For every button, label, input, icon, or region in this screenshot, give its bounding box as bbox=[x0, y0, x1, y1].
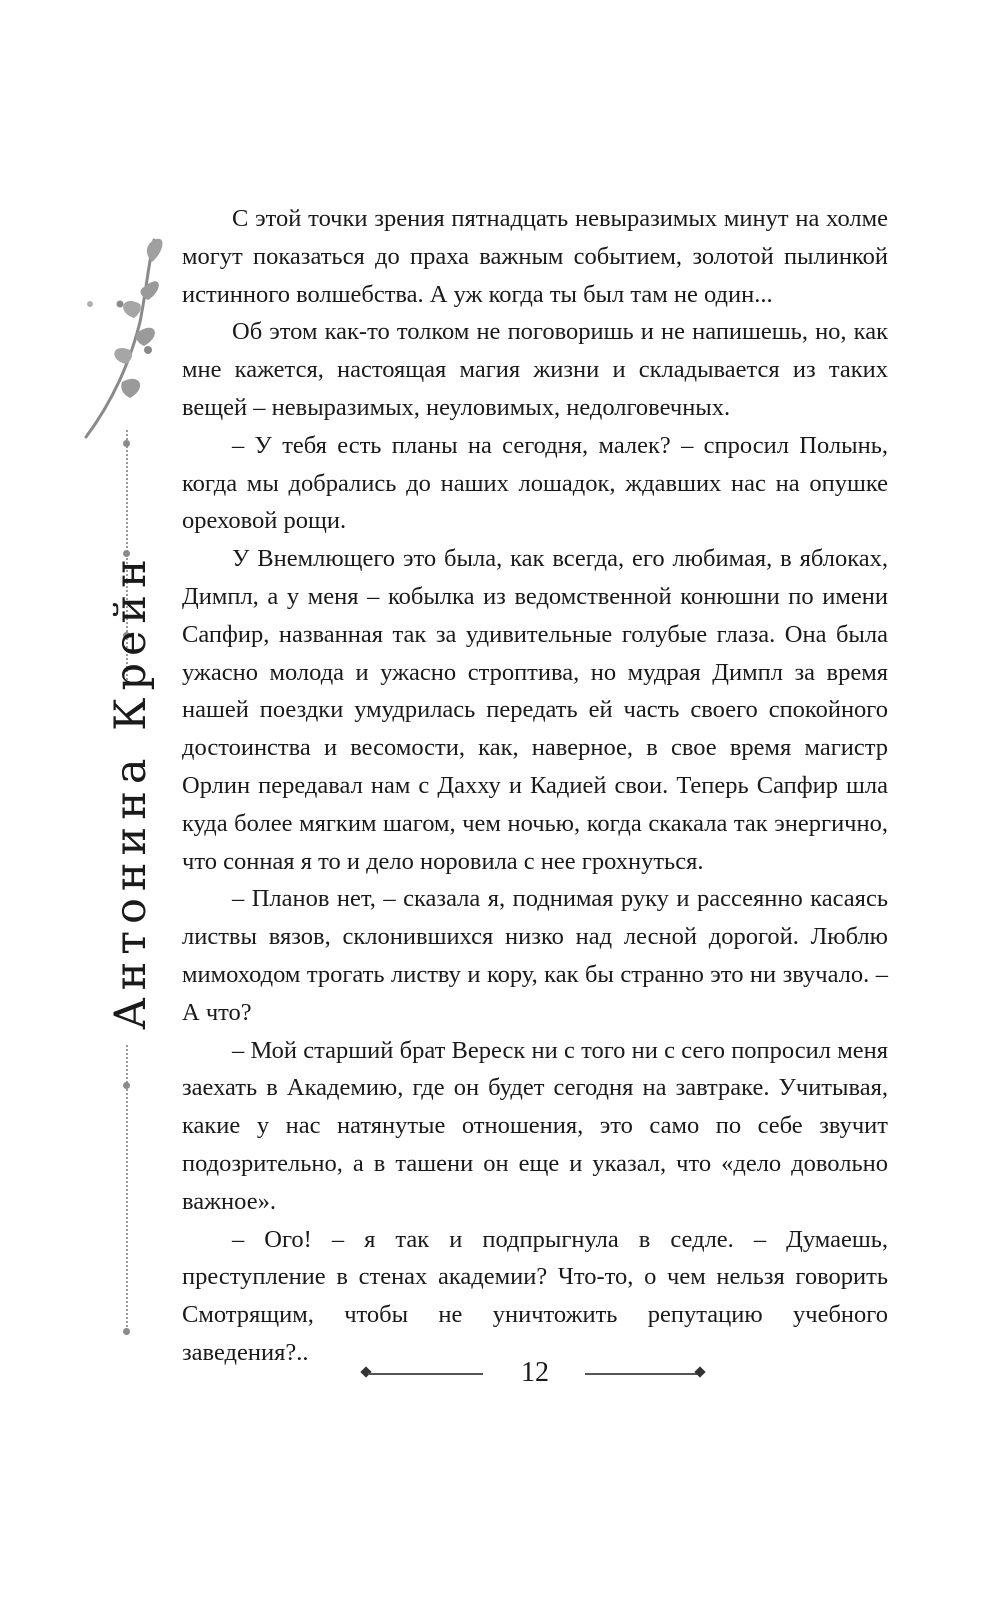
leaf-sprig-icon bbox=[82, 232, 192, 462]
page-footer bbox=[360, 1355, 710, 1395]
paragraph: Об этом как-то толком не поговоришь и не напишешь, но, как мне кажется, настоящая магия жизни и складывается из таких вещей – невыразимых, неуловимых, недолговечных. bbox=[182, 318, 888, 421]
paragraph: – Планов нет, – сказала я, поднимая руку и рассеянно касаясь листвы вязов, склонившихся низко над лесной дорогой. Люблю мимоходом трогать листву и кору, как бы странно это ни звучало. – А что? bbox=[182, 885, 888, 1026]
footer-diamond-left-icon bbox=[360, 1366, 371, 1377]
sidebar-dot bbox=[123, 1328, 130, 1335]
paragraph: С этой точки зрения пятнадцать невыразимых минут на холме могут показаться до праха важным событием, золотой пылинкой истинного волшебства. А уж когда ты был там не один... bbox=[182, 205, 888, 308]
footer-rule-right bbox=[585, 1373, 700, 1375]
footer-diamond-right-icon bbox=[694, 1366, 705, 1377]
page-number: 12 bbox=[521, 1357, 549, 1388]
author-name: Антонина Крейн bbox=[106, 552, 156, 1030]
body-text bbox=[182, 200, 888, 1372]
paragraph: – Ого! – я так и подпрыгнула в седле. – Думаешь, преступление в стенах академии? Что-то, о чем нельзя говорить Смотрящим, чтобы не уничтожить репутацию учебного заведения?.. bbox=[182, 1225, 888, 1366]
paragraph: – У тебя есть планы на сегодня, малек? – спросил Полынь, когда мы добрались до наших лошадок, ждавших нас на опушке ореховой рощи. bbox=[182, 431, 888, 535]
sidebar-dot bbox=[123, 1082, 130, 1089]
paragraph: У Внемлющего это была, как всегда, его любимая, в яблоках, Димпл, а у меня – кобылка из ведомственной конюшни по имени Сапфир, названная так за удивительные голубые глаза. Она была ужасно молода и ужасно строптива, но мудрая Димпл за время нашей поездки умудрилась передать ей часть своего спокойного достоинства и весомости, как, наверное, в свое время магистр Орлин передавал нам с Дахху и Кадией свои. Теперь Сапфир шла куда более мягким шагом, чем ночью, когда скакала так энергично, что сонная я то и дело норовила с нее грохнуться. bbox=[182, 545, 888, 875]
footer-rule-left bbox=[368, 1373, 483, 1375]
sidebar-dot bbox=[123, 440, 130, 447]
paragraph: – Мой старший брат Вереск ни с того ни с сего попросил меня заехать в Академию, где он будет сегодня на завтраке. Учитывая, какие у нас натянутые отношения, это само по себе звучит подозрительно, а в ташени он еще и указал, что «дело довольно важное». bbox=[182, 1036, 888, 1215]
